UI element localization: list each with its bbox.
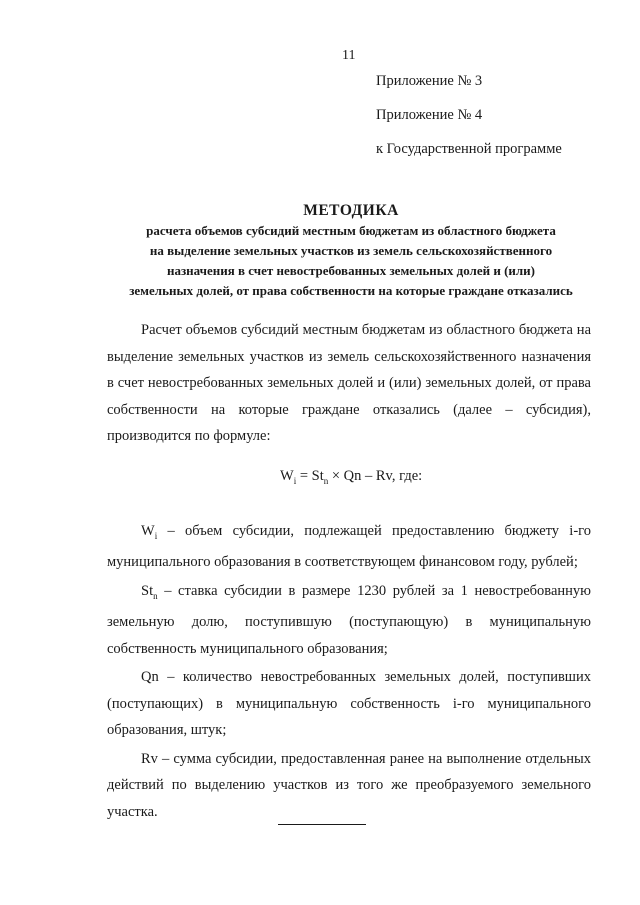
definition-wi: [107, 518, 591, 576]
subtitle-line-2: на выделение земельных участков из земель сельскохозяйственного: [149, 243, 553, 258]
definition-symbol-sub: i: [154, 530, 158, 541]
formula-w: W: [280, 468, 294, 484]
document-title: МЕТОДИКА: [303, 202, 399, 219]
definition-text: – ставка субсидии в размере 1230 рублей за 1 невостребованную земельную долю, поступившую (поступающую) в муниципальную собственность муниципального образования;: [107, 582, 591, 657]
formula-eq: = St: [296, 468, 324, 484]
definition-symbol: Qn: [141, 669, 159, 686]
definition-rv: [107, 746, 591, 826]
definition-symbol: W: [141, 523, 155, 539]
subtitle-line-3: назначения в счет невостребованных земельных долей и (или): [166, 263, 536, 278]
definition-symbol-sub: n: [153, 590, 158, 601]
intro-paragraph: Расчет объемов субсидий местным бюджетам из областного бюджета на выделение земельных участков из земель сельскохозяйственного назначения в счет невостребованных земельных долей и (или) земельных долей, от права собственности на которые граждане отказались (далее – субсидия), производится по формуле:: [107, 322, 591, 444]
intro-section: [107, 317, 591, 450]
definition-text: – сумма субсидии, предоставленная ранее на выполнение отдельных действий по выделению участков из того же преобразуемого земельного участка.: [107, 750, 591, 820]
annex-block: [376, 72, 562, 174]
end-divider: [278, 824, 366, 825]
definition-text: – объем субсидии, подлежащей предоставлению бюджету i-го муниципального образования в соответствующем финансовом году, рублей;: [107, 523, 591, 571]
document-subtitle: [96, 221, 606, 301]
subtitle-line-1: расчета объемов субсидий местным бюджетам из областного бюджета: [146, 223, 556, 238]
annex-line-3: к Государственной программе: [376, 141, 562, 157]
definition-qn: [107, 664, 591, 744]
formula: [280, 468, 422, 486]
page-number: 11: [342, 48, 356, 63]
formula-st-sub: n: [323, 475, 329, 486]
formula-w-sub: i: [293, 475, 297, 486]
definition-stn: [107, 578, 591, 662]
definition-symbol: St: [141, 582, 154, 599]
annex-line-1: Приложение № 3: [376, 73, 483, 89]
definition-symbol: Rv: [141, 750, 158, 767]
formula-rest: × Qn – Rv, где:: [328, 468, 423, 484]
subtitle-line-4: земельных долей, от права собственности на которые граждане отказались: [129, 283, 573, 298]
annex-line-2: Приложение № 4: [376, 107, 483, 123]
definitions-list: [107, 518, 591, 827]
definition-text: – количество невостребованных земельных долей, поступивших (поступающих) в муниципальную собственность i-го муниципального образования, штук;: [107, 669, 591, 739]
